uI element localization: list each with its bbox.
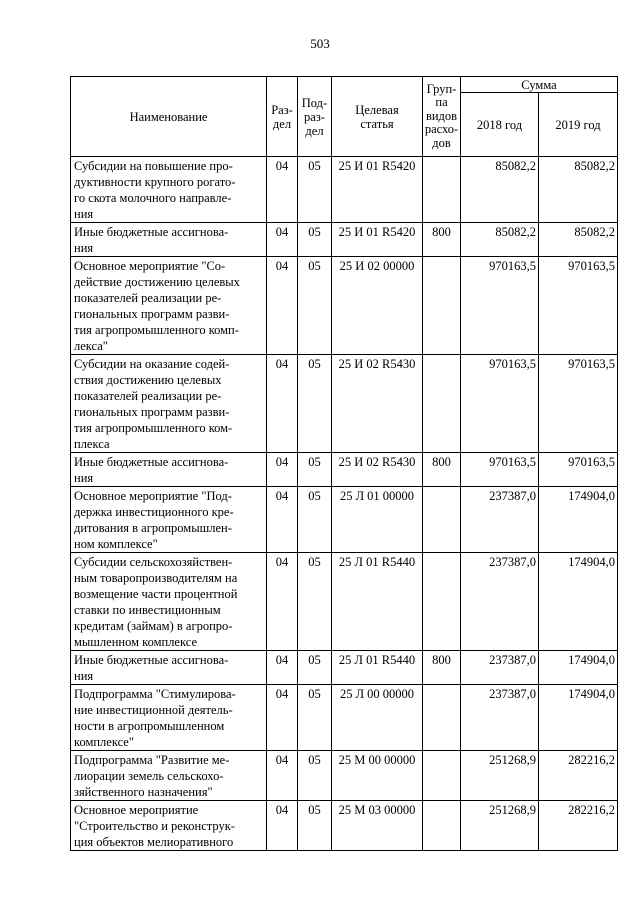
row-sum-2019: 174904,0 xyxy=(539,553,618,651)
row-sum-2019: 282216,2 xyxy=(539,801,618,851)
row-expense-group: 800 xyxy=(423,453,461,487)
row-name: Иные бюджетные ассигнова- ния xyxy=(71,651,267,685)
table-row xyxy=(71,453,618,487)
row-sum-2019: 970163,5 xyxy=(539,355,618,453)
row-name: Субсидии сельскохозяйствен- ным товаропроизводителям на возмещение части процентной ставки по инвестиционным кредитам (займам) в агропро- мышленном комплексе xyxy=(71,553,267,651)
row-sum-2018: 970163,5 xyxy=(461,453,539,487)
row-subsection: 05 xyxy=(298,751,332,801)
table-row xyxy=(71,553,618,651)
row-section: 04 xyxy=(267,257,298,355)
row-subsection: 05 xyxy=(298,685,332,751)
row-sum-2019: 174904,0 xyxy=(539,651,618,685)
row-section: 04 xyxy=(267,651,298,685)
row-name: Иные бюджетные ассигнова- ния xyxy=(71,453,267,487)
row-section: 04 xyxy=(267,355,298,453)
row-section: 04 xyxy=(267,751,298,801)
row-subsection: 05 xyxy=(298,553,332,651)
row-name: Субсидии на оказание содей- ствия достижению целевых показателей реализации ре- гиональных программ разви- тия агропромышленного ком- плекса xyxy=(71,355,267,453)
row-section: 04 xyxy=(267,685,298,751)
header-subsection: Под- раз- дел xyxy=(298,77,332,157)
row-section: 04 xyxy=(267,487,298,553)
row-expense-group xyxy=(423,257,461,355)
row-target-article: 25 Л 01 R5440 xyxy=(332,553,423,651)
row-expense-group xyxy=(423,355,461,453)
budget-table xyxy=(70,76,618,851)
row-subsection: 05 xyxy=(298,651,332,685)
row-sum-2019: 970163,5 xyxy=(539,257,618,355)
row-section: 04 xyxy=(267,453,298,487)
row-sum-2018: 85082,2 xyxy=(461,157,539,223)
table-row xyxy=(71,801,618,851)
table-row xyxy=(71,651,618,685)
table-row xyxy=(71,223,618,257)
header-target-article: Целевая статья xyxy=(332,77,423,157)
header-section: Раз- дел xyxy=(267,77,298,157)
row-target-article: 25 И 02 R5430 xyxy=(332,355,423,453)
row-sum-2018: 970163,5 xyxy=(461,257,539,355)
row-name: Основное мероприятие "Со- действие достижению целевых показателей реализации ре- гиональных программ разви- тия агропромышленного комп- лекса" xyxy=(71,257,267,355)
row-target-article: 25 Л 01 00000 xyxy=(332,487,423,553)
table-row xyxy=(71,257,618,355)
row-name: Подпрограмма "Стимулирова- ние инвестиционной деятель- ности в агропромышленном комплексе" xyxy=(71,685,267,751)
row-expense-group: 800 xyxy=(423,651,461,685)
row-sum-2018: 237387,0 xyxy=(461,553,539,651)
row-name: Основное мероприятие "Строительство и реконструк- ция объектов мелиоративного xyxy=(71,801,267,851)
row-sum-2018: 251268,9 xyxy=(461,751,539,801)
row-sum-2019: 85082,2 xyxy=(539,223,618,257)
row-expense-group xyxy=(423,487,461,553)
row-name: Основное мероприятие "Под- держка инвестиционного кре- дитования в агропромышлен- ном комплексе" xyxy=(71,487,267,553)
row-section: 04 xyxy=(267,553,298,651)
header-2019: 2019 год xyxy=(539,93,618,157)
table-row xyxy=(71,487,618,553)
row-target-article: 25 Л 00 00000 xyxy=(332,685,423,751)
row-subsection: 05 xyxy=(298,257,332,355)
row-section: 04 xyxy=(267,801,298,851)
row-target-article: 25 М 00 00000 xyxy=(332,751,423,801)
row-subsection: 05 xyxy=(298,487,332,553)
row-sum-2018: 970163,5 xyxy=(461,355,539,453)
row-name: Субсидии на повышение про- дуктивности крупного рогато- го скота молочного направле- ния xyxy=(71,157,267,223)
row-sum-2018: 237387,0 xyxy=(461,651,539,685)
row-name: Иные бюджетные ассигнова- ния xyxy=(71,223,267,257)
row-section: 04 xyxy=(267,157,298,223)
header-amount: Сумма xyxy=(461,77,618,93)
row-sum-2018: 237387,0 xyxy=(461,685,539,751)
header-2018: 2018 год xyxy=(461,93,539,157)
table-row xyxy=(71,685,618,751)
row-target-article: 25 М 03 00000 xyxy=(332,801,423,851)
row-expense-group: 800 xyxy=(423,223,461,257)
row-target-article: 25 И 02 00000 xyxy=(332,257,423,355)
row-expense-group xyxy=(423,801,461,851)
header-name: Наименование xyxy=(71,77,267,157)
row-sum-2018: 237387,0 xyxy=(461,487,539,553)
row-sum-2019: 174904,0 xyxy=(539,685,618,751)
row-sum-2019: 282216,2 xyxy=(539,751,618,801)
table-row xyxy=(71,355,618,453)
row-section: 04 xyxy=(267,223,298,257)
row-sum-2018: 85082,2 xyxy=(461,223,539,257)
row-target-article: 25 И 01 R5420 xyxy=(332,223,423,257)
row-target-article: 25 И 01 R5420 xyxy=(332,157,423,223)
row-target-article: 25 И 02 R5430 xyxy=(332,453,423,487)
row-expense-group xyxy=(423,751,461,801)
row-expense-group xyxy=(423,553,461,651)
row-subsection: 05 xyxy=(298,453,332,487)
row-subsection: 05 xyxy=(298,157,332,223)
row-sum-2018: 251268,9 xyxy=(461,801,539,851)
row-sum-2019: 174904,0 xyxy=(539,487,618,553)
table-row xyxy=(71,751,618,801)
row-subsection: 05 xyxy=(298,223,332,257)
header-expense-group: Груп- па видов расхо- дов xyxy=(423,77,461,157)
row-expense-group xyxy=(423,685,461,751)
row-sum-2019: 85082,2 xyxy=(539,157,618,223)
row-subsection: 05 xyxy=(298,801,332,851)
row-target-article: 25 Л 01 R5440 xyxy=(332,651,423,685)
row-sum-2019: 970163,5 xyxy=(539,453,618,487)
row-subsection: 05 xyxy=(298,355,332,453)
page-number: 503 xyxy=(310,36,330,51)
table-row xyxy=(71,157,618,223)
row-name: Подпрограмма "Развитие ме- лиорации земель сельскохо- зяйственного назначения" xyxy=(71,751,267,801)
row-expense-group xyxy=(423,157,461,223)
